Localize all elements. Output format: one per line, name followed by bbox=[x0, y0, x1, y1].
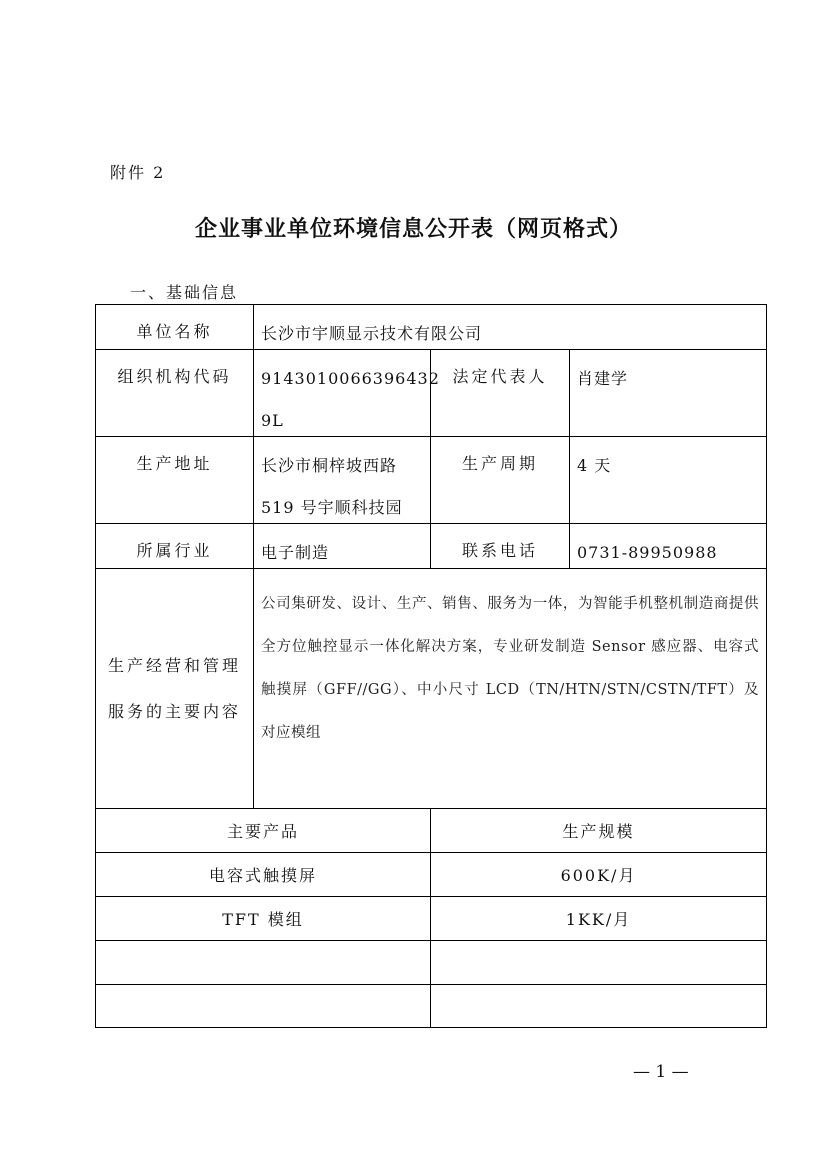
org-code-value bbox=[254, 350, 440, 437]
product-name: 电容式触摸屏 bbox=[96, 853, 431, 897]
table-row bbox=[96, 897, 767, 941]
org-code-line2: 9L bbox=[261, 411, 284, 430]
table-row bbox=[96, 941, 767, 985]
address-value bbox=[254, 437, 431, 524]
address-line1: 长沙市桐梓坡西路 bbox=[261, 456, 398, 475]
page-number: — 1 — bbox=[633, 1062, 689, 1082]
business-label-line1: 生产经营和管理 bbox=[107, 655, 241, 675]
address-line2: 519 号宇顺科技园 bbox=[261, 498, 403, 517]
product-name bbox=[96, 985, 431, 1028]
business-label-line2: 服务的主要内容 bbox=[107, 701, 241, 721]
unit-name-label: 单位名称 bbox=[96, 305, 254, 350]
industry-value: 电子制造 bbox=[254, 524, 431, 569]
product-name bbox=[96, 941, 431, 985]
page-title: 企业事业单位环境信息公开表（网页格式） bbox=[194, 217, 632, 242]
product-name: TFT 模组 bbox=[96, 897, 431, 941]
cycle-value: 4 天 bbox=[570, 437, 767, 524]
table-row bbox=[96, 853, 767, 897]
phone-value: 0731-89950988 bbox=[570, 524, 767, 569]
product-scale: 1KK/月 bbox=[431, 897, 767, 941]
table-row bbox=[96, 437, 767, 524]
legal-rep-label: 法定代表人 bbox=[431, 350, 570, 437]
legal-rep-value: 肖建学 bbox=[570, 350, 767, 437]
cycle-label: 生产周期 bbox=[431, 437, 570, 524]
basic-info-table bbox=[95, 304, 767, 1028]
org-code-label: 组织机构代码 bbox=[96, 350, 254, 437]
section-heading: 一、基础信息 bbox=[130, 283, 239, 302]
org-code-line1: 9143010066396432 bbox=[261, 369, 440, 388]
industry-label: 所属行业 bbox=[96, 524, 254, 569]
address-label: 生产地址 bbox=[96, 437, 254, 524]
table-row bbox=[96, 809, 767, 853]
table-row bbox=[96, 524, 767, 569]
business-content: 公司集研发、设计、生产、销售、服务为一体，为智能手机整机制造商提供全方位触控显示一体化解决方案，专业研发制造 Sensor 感应器、电容式触摸屏（GFF//GG）、中小尺寸 LCD（TN/HTN/STN/CSTN/TFT）及对应模组 bbox=[254, 569, 767, 809]
phone-label: 联系电话 bbox=[431, 524, 570, 569]
unit-name-value: 长沙市宇顺显示技术有限公司 bbox=[254, 305, 767, 350]
product-scale bbox=[431, 941, 767, 985]
attachment-label: 附件 2 bbox=[110, 163, 166, 182]
product-scale bbox=[431, 985, 767, 1028]
product-scale: 600K/月 bbox=[431, 853, 767, 897]
table-row bbox=[96, 350, 767, 437]
scale-header: 生产规模 bbox=[431, 809, 767, 853]
table-row bbox=[96, 305, 767, 350]
table-row bbox=[96, 985, 767, 1028]
product-header: 主要产品 bbox=[96, 809, 431, 853]
table-row bbox=[96, 569, 767, 809]
business-label bbox=[96, 569, 254, 809]
